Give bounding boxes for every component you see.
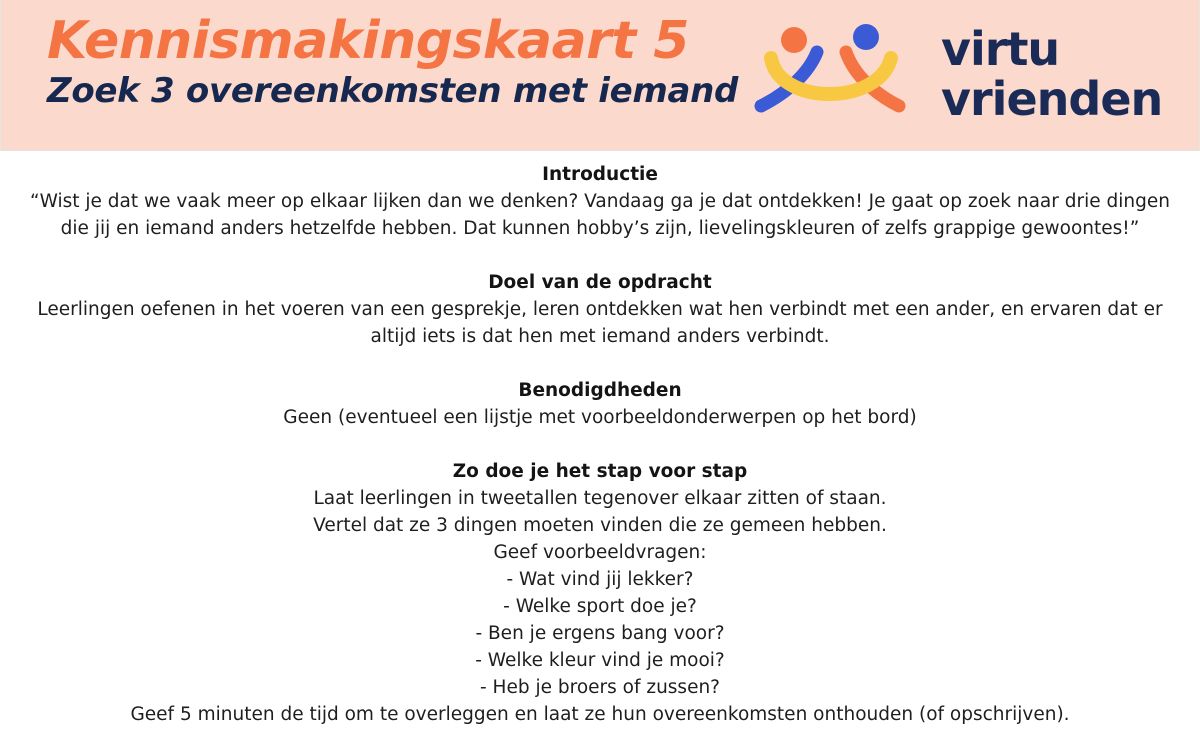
- section-heading: Doel van de opdracht: [488, 272, 712, 293]
- logo-text-line2: vrienden: [941, 72, 1163, 126]
- section-line: altijd iets is dat hen met iemand anders verbindt.: [370, 326, 830, 347]
- section-introductie: [10, 161, 1190, 242]
- section-line: “Wist je dat we vaak meer op elkaar lijken dan we denken? Vandaag ga je dat ontdekken! Je gaat op zoek naar drie dingen: [30, 191, 1170, 212]
- example-question: - Welke kleur vind je mooi?: [475, 650, 725, 671]
- logo-right-figure-head: [853, 24, 879, 50]
- logo-wordmark: [941, 24, 1162, 124]
- example-question: - Ben je ergens bang voor?: [475, 623, 725, 644]
- logo-text-line1: virtu: [941, 22, 1060, 76]
- step-line: Laat leerlingen in tweetallen tegenover elkaar zitten of staan.: [313, 488, 887, 509]
- example-question: - Heb je broers of zussen?: [480, 677, 720, 698]
- example-question: - Welke sport doe je?: [503, 596, 697, 617]
- logo-left-figure-head: [781, 27, 807, 53]
- step-line: Geef 5 minuten de tijd om te overleggen en laat ze hun overeenkomsten onthouden (of opschrijven).: [130, 704, 1070, 725]
- logo-smile-arc: [771, 58, 891, 94]
- step-line: Vertel dat ze 3 dingen moeten vinden die ze gemeen hebben.: [313, 515, 887, 536]
- section-heading: Introductie: [542, 164, 658, 185]
- card-subtitle: Zoek 3 overeenkomsten met iemand: [47, 71, 739, 111]
- section-doel: [10, 269, 1190, 350]
- section-heading: Zo doe je het stap voor stap: [452, 461, 748, 482]
- section-line: Leerlingen oefenen in het voeren van een gesprekje, leren ontdekken wat hen verbindt met een ander, en ervaren dat er: [37, 299, 1163, 320]
- step-line: Geef voorbeeldvragen:: [493, 542, 707, 563]
- virtuvrienden-logo-icon: [753, 22, 913, 126]
- card-title: Kennismakingskaart 5: [47, 11, 689, 71]
- section-line: Geen (eventueel een lijstje met voorbeeldonderwerpen op het bord): [283, 407, 917, 428]
- section-heading: Benodigdheden: [518, 380, 682, 401]
- section-benodigdheden: [10, 377, 1190, 431]
- section-line: die jij en iemand anders hetzelfde hebben. Dat kunnen hobby’s zijn, lievelingskleuren of zelfs grappige gewoontes!”: [60, 218, 1140, 239]
- example-question: - Wat vind jij lekker?: [506, 569, 694, 590]
- section-stappen: [10, 458, 1190, 728]
- card-header: [0, 0, 1200, 151]
- card-content: [10, 161, 1190, 738]
